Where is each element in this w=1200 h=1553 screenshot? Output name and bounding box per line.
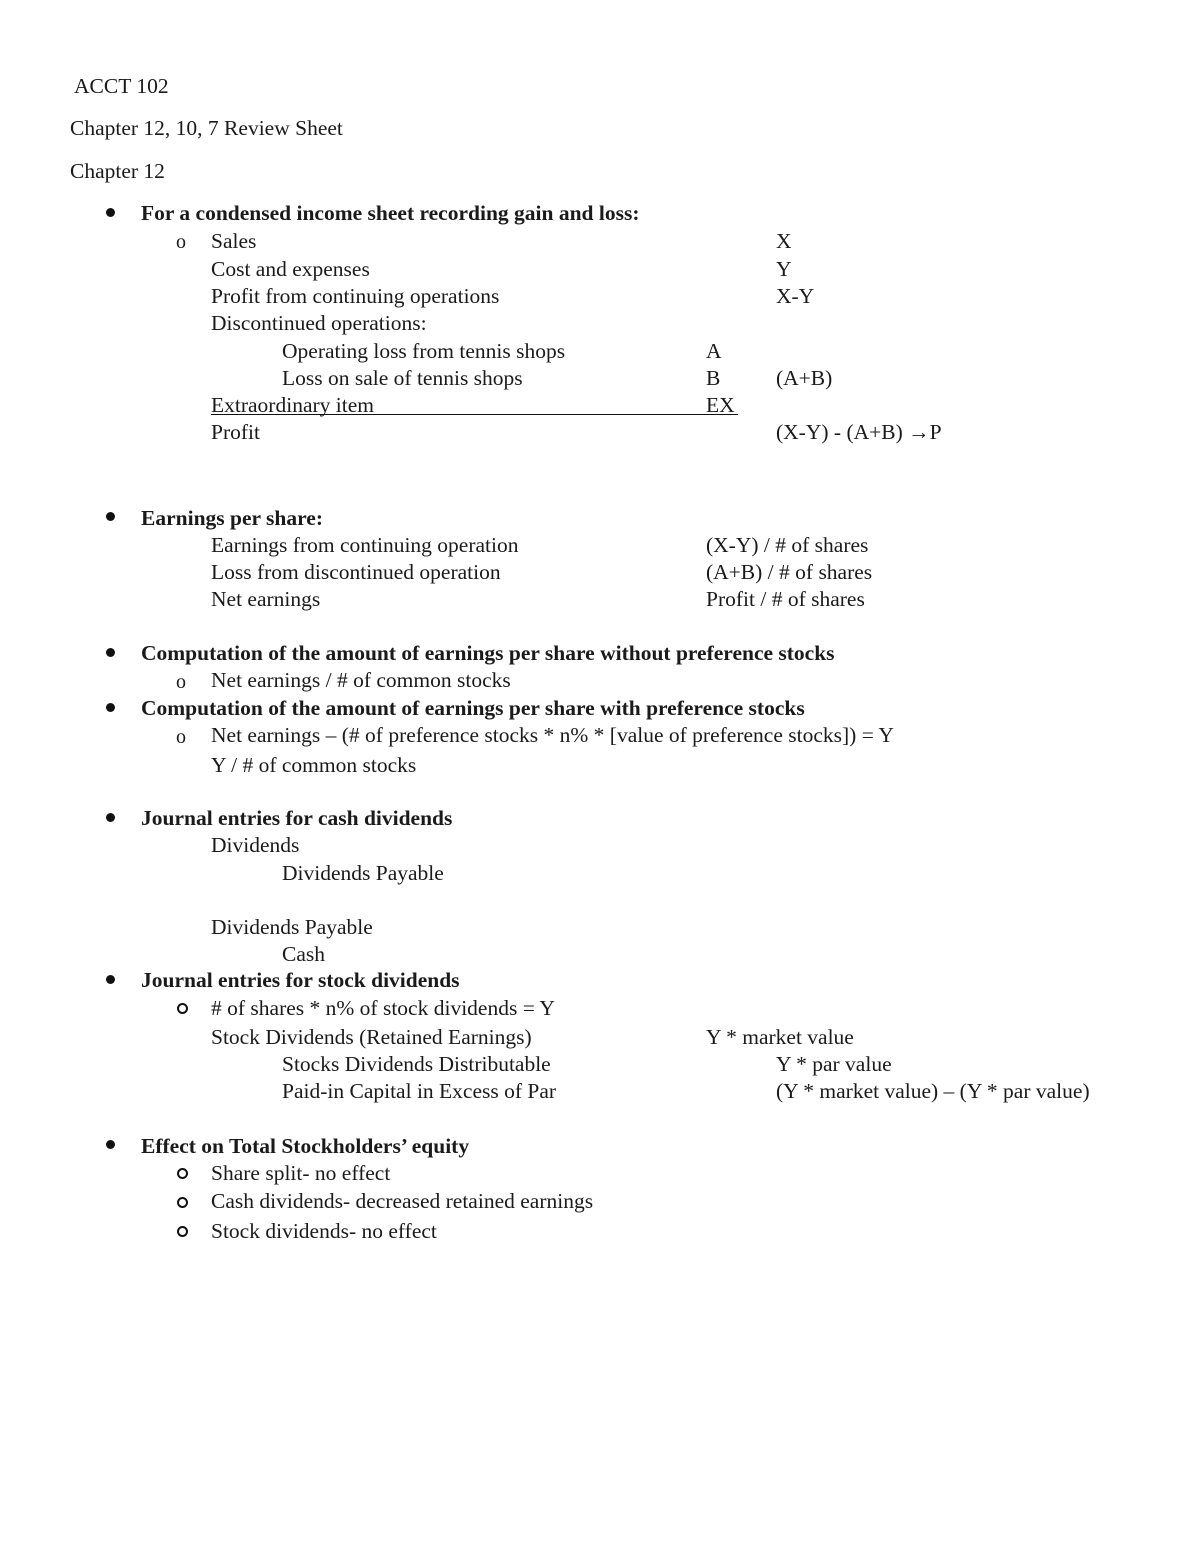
sub-bullet-icon	[177, 1168, 188, 1179]
sub-bullet-icon	[177, 1197, 188, 1208]
sub-bullet-icon	[177, 1226, 188, 1237]
bullet-icon	[106, 813, 115, 822]
stock-dividends-heading: Journal entries for stock dividends	[141, 968, 460, 992]
equity-heading: Effect on Total Stockholders’ equity	[141, 1134, 470, 1158]
equity-item: Share split- no effect	[211, 1161, 391, 1185]
cost-value: Y	[776, 257, 792, 281]
loss-on-sale-value: B	[706, 366, 721, 390]
journal-debit: Dividends	[211, 833, 300, 857]
eps-row-value: (X-Y) / # of shares	[706, 533, 869, 557]
extraordinary-value: EX	[706, 393, 735, 417]
bullet-icon	[106, 975, 115, 984]
eps-with-pref-heading: Computation of the amount of earnings per share with preference stocks	[141, 696, 805, 720]
sales-label: Sales	[211, 229, 257, 253]
eps-with-pref-result: Y / # of common stocks	[211, 753, 417, 777]
eps-without-pref-formula: Net earnings / # of common stocks	[211, 668, 511, 692]
operating-loss-label: Operating loss from tennis shops	[282, 339, 566, 363]
course-title: ACCT 102	[74, 74, 169, 98]
bullet-icon	[106, 703, 115, 712]
cost-label: Cost and expenses	[211, 257, 370, 281]
journal-credit: Dividends Payable	[282, 861, 444, 885]
sub-bullet-icon: o	[176, 231, 186, 253]
eps-heading: Earnings per share:	[141, 506, 323, 530]
eps-row-label: Loss from discontinued operation	[211, 560, 501, 584]
sub-bullet-icon	[177, 1003, 188, 1014]
cash-dividends-heading: Journal entries for cash dividends	[141, 806, 453, 830]
bullet-icon	[106, 1140, 115, 1149]
profit-value: (X-Y) - (A+B) →P	[776, 420, 942, 444]
equity-item: Stock dividends- no effect	[211, 1219, 437, 1243]
eps-with-pref-formula: Net earnings – (# of preference stocks * n% * [value of preference stocks]) = Y	[211, 723, 894, 747]
eps-row-label: Earnings from continuing operation	[211, 533, 519, 557]
operating-loss-value: A	[706, 339, 722, 363]
discontinued-label: Discontinued operations:	[211, 311, 427, 335]
profit-continuing-value: X-Y	[776, 284, 815, 308]
bullet-icon	[106, 512, 115, 521]
eps-row-value: (A+B) / # of shares	[706, 560, 873, 584]
bullet-icon	[106, 208, 115, 217]
income-heading: For a condensed income sheet recording gain and loss:	[141, 201, 640, 225]
journal-debit-amount: Y * market value	[706, 1025, 854, 1049]
review-sheet-subtitle: Chapter 12, 10, 7 Review Sheet	[70, 116, 343, 140]
journal-credit: Cash	[282, 942, 325, 966]
profit-continuing-label: Profit from continuing operations	[211, 284, 500, 308]
equity-item: Cash dividends- decreased retained earnings	[211, 1189, 594, 1213]
journal-credit-amount: Y * par value	[776, 1052, 892, 1076]
eps-row-value: Profit / # of shares	[706, 587, 865, 611]
profit-label: Profit	[211, 420, 260, 444]
bullet-icon	[106, 648, 115, 657]
sales-value: X	[776, 229, 792, 253]
eps-row-label: Net earnings	[211, 587, 321, 611]
journal-credit: Stocks Dividends Distributable	[282, 1052, 551, 1076]
journal-debit: Stock Dividends (Retained Earnings)	[211, 1025, 532, 1049]
sub-bullet-icon: o	[176, 726, 186, 748]
chapter-heading: Chapter 12	[70, 159, 165, 183]
journal-debit: Dividends Payable	[211, 915, 373, 939]
stock-dividends-formula: # of shares * n% of stock dividends = Y	[211, 996, 555, 1020]
underline-rule	[211, 414, 738, 415]
journal-credit: Paid-in Capital in Excess of Par	[282, 1079, 557, 1103]
extraordinary-label: Extraordinary item	[211, 393, 374, 417]
journal-credit-amount: (Y * market value) – (Y * par value)	[776, 1079, 1090, 1103]
sub-bullet-icon: o	[176, 671, 186, 693]
eps-without-pref-heading: Computation of the amount of earnings per share without preference stocks	[141, 641, 835, 665]
loss-on-sale-label: Loss on sale of tennis shops	[282, 366, 523, 390]
discontinued-total: (A+B)	[776, 366, 833, 390]
